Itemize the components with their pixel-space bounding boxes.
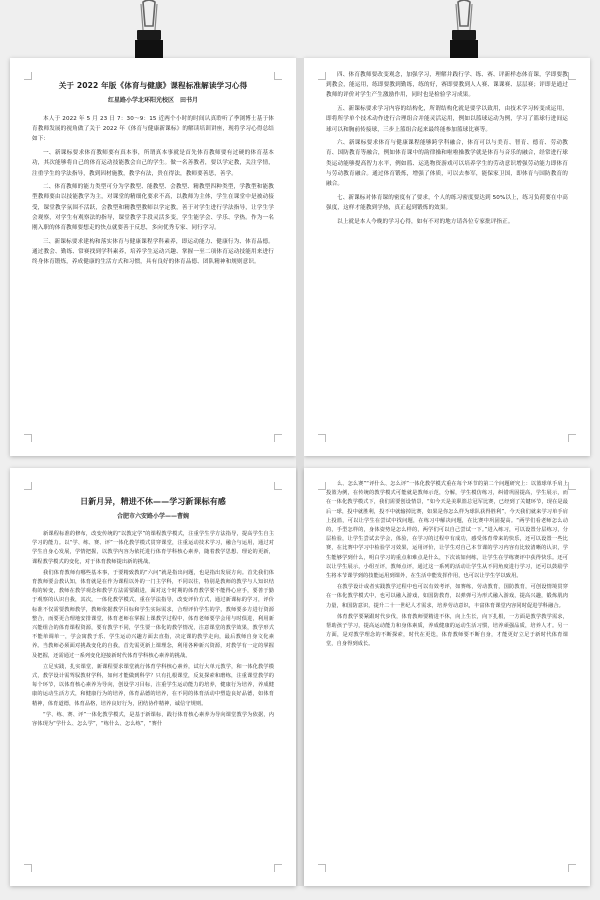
paragraph: 三、新课标要求建构和落实体育与健康课程学科素养，即运动能力、健康行为、体育品德。通过教会、勤练、常赛找到学科素养，培养学生运动兴趣、掌握一至二项体育运动技能用来进行终身体育锻炼，养成健康的生活方式和习惯，具有良好的体育品德、团队精神和规则意识。: [32, 238, 274, 266]
paragraph: 六、新课标要求体育与健康课程能够跨学科融合，体育可以与美育、智育、德育、劳动教育、国防教育等融合，例如体育课中的韵律操和啦啦操教学就是体育与音乐的融合，经常进行球类运动能够提高智力水平，例如篮、运选物资游戏可以培养学生的劳动意识增强劳动能力即体育与劳动教育融合。通过体育锻炼，增强了体质，可以去参军，能保家卫国，即体育与国防教育的融合。: [326, 140, 568, 188]
paragraph: 五、新课标要求学习内容的结构化，所谓结构化就是要学以致用，由技术学习转变成运用，即将所学单个技术动作进行合理组合并能灵活运用，例如以篮球运动为例，学习了篮球行进间运球可以和胸前传接球，三步上篮组合起来最终能参加篮球比赛等。: [326, 106, 568, 133]
paragraph: 么、怎么赛”“评什么、怎么评”一体化教学模式重在每个环节的第二个问题研究上：以篮球单手肩上投篮为例，在传统的教学模式可能就是教师示范，分解，学生模仿练习，纠错巩固提高，学生展示，而在一体化教学模式下，我们需要创设情景，“如今天是美职篮总冠军比赛，已经到了关键环节，现在是最后一球，投中就胜利，投不中就输掉比赛，如果是你怎么样为球队获得胜利”，今天我们就来学习单手肩上投篮，可以让学生在尝试中找问题，在练习中解决问题，在比赛中巩固提高。“两学们看老师怎么动的，手型怎样的，身体姿势是怎么样的，两学们可以自己尝试一下。”进入练习，可以设置分层练习，分层检验，让学生尝试去学会，体验，在学习的过程中有成功，感受体育带来的快乐，还可以设置一些比赛，在比赛中学习中检验学习效果，运用评价，让学生对自己本节课的学习内容有比较清晰的认识，学生能够学到什么，明白学习的重点和难点是什么，下次该如何练，让学生在学练赛评中获得快乐。还可以让学生展示，小组互评，教师点评，通过这一系列的活动让学生从不同角度进行学习，还可以鼓励学生将本节课学到的技能运用到课外，在生活中能发挥作用，也可以让学生学以致用。: [326, 481, 568, 580]
paragraph: 在教学设计或者实践教学过程中也可以有效考评，如赛练，劳动教育，国防教育，可创设情境贯穿在一体化教学模式中，也可以融入游戏，如国防教育，以弹弹弓为形式融入游戏，提高兴趣，锻炼肌肉力量，和国防意识，提升二十一世纪人才需求，培养劳动意识，丰富体育课堂内容同时促进学科融合。: [326, 584, 568, 609]
crop-mark: [568, 864, 576, 872]
crop-mark: [24, 434, 32, 442]
paragraph: “学、练、赛、评”一体化教学模式，是基于新课标，践行体育核心素养为导向课堂教学为依据，内容体现为“学什么、怎么学”，“练什么、怎么练”，“赛什: [32, 711, 274, 728]
binder-clip-icon: [129, 0, 169, 60]
binder-clip-icon: [444, 0, 484, 60]
paragraph: 体育教学要紧跟时代步伐，体育教师要精进不休，向上生长，向下扎根，一方面是教学教学需求，帮助孩子学习，提高运动能力和身体素质，养成健康的运动生活习惯，培养顽强品质，培养人才。另一方面，是对教学理念的不断探索，时代在更迭，体育教师要不断自身，才能更好立足于新时代体育课堂，自身得到成长。: [326, 613, 568, 648]
crop-mark: [318, 434, 326, 442]
author-line: 合肥市六安路小学——曹婉: [116, 513, 189, 520]
crop-mark: [24, 72, 32, 80]
paragraph: 立足实践，扎实课堂，新课程要求课堂就行体育学科核心素养，试行大单元教学，和一体化教学模式，教学设计需驾驭教材学科，如何才能做到科学？只有扎根课堂，反复探索和磨练，注重课堂教学的每个环节，以体育核心素养为导向，创设学习目标，注重学生运动能力的培养，健康行为培养，养成健康的运动生活方式，和健康行为的培养，体育品德的培养，在不同的体育活动中塑造良好品德，如体育精神，体育道德，体育品格，培养良好行为，团结协作精神，诚信守规则。: [32, 663, 274, 707]
crop-mark: [274, 482, 282, 490]
document-page-4: [304, 468, 590, 886]
crop-mark: [568, 72, 576, 80]
crop-mark: [24, 482, 32, 490]
paragraph: 七、新课标对体育课的密度有了要求，个人的练习密度要达到 50%以上，练习负荷要在中高强度，这样才能教到学热，真正起到锻炼的效果。: [326, 194, 568, 211]
crop-mark: [568, 482, 576, 490]
author-line: 红星路小学北环阳光校区 田书月: [107, 97, 198, 104]
paragraph: 新课程标准的修布，改变传统的“以教定学”的课程教学模式，注重学生学方法指导，提高学生自主学习的能力。以“学、练、赛、评”一体化教学模式贯穿课堂，注重运动技术学习，融合与运用，通过对学生自身心发展，学情把握，以教学内容为依托进行体育学科核心素养，随着教学思想、理论的更新，课程教学模式的变化，对于体育教师提出新的挑战。: [32, 531, 274, 565]
crop-mark: [274, 72, 282, 80]
page-title: 关于 2022 年版《体育与健康》课程标准解读学习心得: [58, 81, 248, 90]
paragraph: 四、体育教师要改变观念，加强学习，理解并践行学、练、赛、评新样态体育课，学即要教到教会，能运用，练即要教到勤练，练的好，赛即要教到人人赛、课课赛、层层赛；评即是通过教师的评价对学生产生激励作用，同时也是检验学习成果。: [326, 72, 568, 99]
paragraph: 以上就是本人今晚的学习心得，如有不对的地方请各位专家批评指正。: [337, 218, 514, 225]
crop-mark: [24, 864, 32, 872]
crop-mark: [274, 434, 282, 442]
document-page-3: [10, 468, 296, 886]
crop-mark: [318, 864, 326, 872]
paragraph: 本人于 2022 年 5 月 23 日 7：30～9：15 近两个小时的时间认真聆听了季浏博士基于体育教师发展的视角做了关于 2022 年《体育与健康新课标》的解读培训讲座，现将学习心得总结如下：: [32, 116, 274, 143]
page-title: 日新月异，精进不休——学习新课标有感: [80, 497, 226, 506]
crop-mark: [568, 434, 576, 442]
paragraph: 一、新课标要求体育教师要有真本事，所谓真本事就是首先体育教师要有过硬的体育基本功，其次能够将自己的体育运动技能教会自己的学生。做一名善教者，要以学定教，关注学情，注重学生的学法指导，教到因材施教，教学有法，贵在得法，教师要善思，善学。: [32, 150, 274, 177]
paragraph: 我们体育教师有哪些基本事，于要精致教的“六问”就是指出问题，也是指出发展方向。首先我们体育教师要会教认知，体育就是在作为课程以外的一门主学科，不同以往，特别是教师的教学与人知识结构的转变，教师在教学观念和教学方法需要跟进，面对这个时期的体育教学要不能得心应手，要善于勤于观察的认识自我，其次，一体化教学模式，重在学法指导，改变评价方式，通过新课标的学习，评价标准不仅需要教师教学，教师依据教学目标和学生实际需求，合理评价学生的学，教师要多方进行资源整合，而要更合理地安排课堂，体育老师在掌握上课教学过程中，体育老师要学会用与时俱进，利用新兴能组合的体育课程资源，要有教学不同，学生要一体化的教学情况，注意课堂的教学效果，教学形式不能单调单一，学会寓教于乐、学生运动兴趣方面去直指，决定课的教学走向，最后教师自身文化素养。当教师必须面对挑战变化的自我，首先需更新上课理念，利用各种新兴资源，对教学有一定的掌握及把握，还需通过一系列变化迎接新时代体育学科核心素养的挑战。: [32, 569, 274, 659]
crop-mark: [318, 72, 326, 80]
paragraph: 二、体育教师的能力类型可分为学教型、能教型、会教型、精教型四种类型，学教型和能教型教师要由以技能教学为主，对课堂的精细化要求不高，以教师为主体，学生在课堂中是被动接受，课堂教学氛围不活跃，会教型和精教型教师以学定教，善于对学生进行学法指导，让学生学会观察，对学生有观察法的指导，课堂教学手段灵活多变，学生能学会、学乐、学热。作为一名刚入职的体育教师要想走的快点就要善于反思，多向优秀专家、同行学习。: [32, 184, 274, 232]
crop-mark: [318, 482, 326, 490]
crop-mark: [274, 864, 282, 872]
document-page-1: [10, 58, 296, 456]
document-page-2: [304, 58, 590, 456]
